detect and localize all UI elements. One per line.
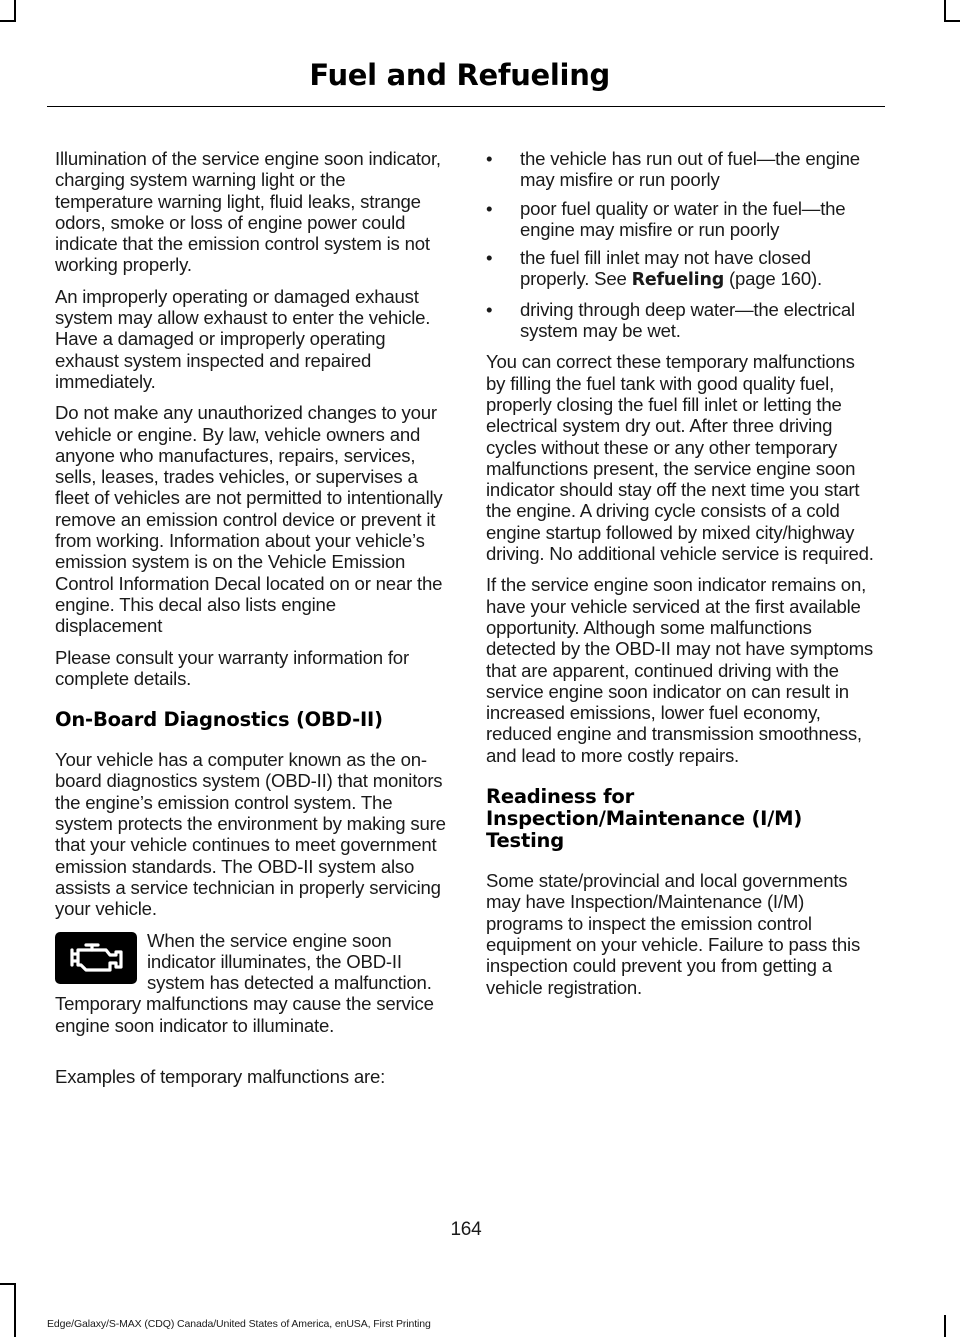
crop-mark-bottom-right-vertical	[944, 1315, 946, 1337]
paragraph-obd-indicator: When the service engine soon indicator illuminates, the OBD-II system has detected a malfunction. Temporary malfunctions may cause the service engine soon indicator to illuminate.	[55, 929, 434, 1036]
check-engine-icon	[55, 932, 137, 984]
paragraph-warranty: Please consult your warranty information for complete details.	[55, 646, 409, 689]
paragraph-exhaust-system: An improperly operating or damaged exhaust system may allow exhaust to enter the vehicle. Have a damaged or improperly operating exhaust system inspected and repaired immediately.	[55, 285, 431, 392]
list-item-text: the fuel fill inlet may not have closed properly. See	[520, 247, 811, 290]
header-divider	[47, 106, 885, 107]
right-column	[486, 148, 878, 1008]
crop-mark-top-right-horizontal	[944, 20, 960, 22]
heading-obd: On-Board Diagnostics (OBD-II)	[55, 708, 383, 732]
paragraph-emission-warning: Illumination of the service engine soon indicator, charging system warning light or the temperature warning light, fluid leaks, strange odors, smoke or loss of engine power could indicate that the emission control system is not working properly.	[55, 148, 441, 276]
list-item: • the vehicle has run out of fuel—the engine may misfire or run poorly	[486, 148, 878, 191]
crop-mark-bottom-left-vertical	[14, 1283, 16, 1337]
heading-im-testing: Readiness for Inspection/Maintenance (I/M) Testing	[486, 785, 803, 853]
list-item: • driving through deep water—the electrical system may be wet.	[486, 299, 878, 342]
page-number: 164	[450, 1219, 482, 1240]
crop-mark-top-left-horizontal	[0, 20, 16, 22]
list-item: • poor fuel quality or water in the fuel—the engine may misfire or run poorly	[486, 198, 878, 241]
paragraph-unauthorized-changes: Do not make any unauthorized changes to your vehicle or engine. By law, vehicle owners and anyone who manufactures, repairs, services, sells, leases, trades vehicles, or supervises a fleet of vehicles are not permitted to intentionally remove an emission control device or prevent it from working. Information about your vehicle’s emission system is on the Vehicle Emission Control Information Decal located on or near the engine. This decal also lists engine displacement	[55, 402, 443, 637]
paragraph-correct-malfunctions: You can correct these temporary malfunctions by filling the fuel tank with good quality fuel, properly closing the fuel fill inlet or letting the electrical system dry out. After three driving cycles without these or any other temporary malfunctions present, the service engine soon indicator should stay off the next time you start the engine. A driving cycle consists of a cold engine startup followed by mixed city/highway driving. No additional vehicle service is required.	[486, 351, 874, 565]
left-column	[55, 148, 447, 1097]
paragraph-indicator-remains-on: If the service engine soon indicator remains on, have your vehicle serviced at the first available opportunity. Although some malfunctions detected by the OBD-II may not have symptoms that are apparent, continued driving with the service engine soon indicator on can result in increased emissions, lower fuel economy, reduced engine and transmission smoothness, and lead to more costly repairs.	[486, 574, 874, 766]
footer-edition-text: Edge/Galaxy/S-MAX (CDQ) Canada/United States of America, enUSA, First Printing	[47, 1318, 431, 1330]
crop-mark-top-left-vertical	[14, 0, 16, 22]
refueling-link[interactable]: Refueling	[631, 270, 725, 291]
paragraph-examples-intro: Examples of temporary malfunctions are:	[55, 1065, 386, 1087]
obd-indicator-block	[55, 930, 447, 1046]
crop-mark-top-right-vertical	[944, 0, 946, 22]
page-title: Fuel and Refueling	[309, 58, 610, 92]
paragraph-im-programs: Some state/provincial and local governments may have Inspection/Maintenance (I/M) programs to inspect the emission control equipment on your vehicle. Failure to pass this inspection could prevent you from getting a vehicle registration.	[486, 870, 861, 998]
crop-mark-bottom-left-horizontal	[0, 1283, 16, 1285]
list-item	[486, 247, 878, 292]
temporary-malfunctions-list	[486, 148, 878, 341]
page-reference: (page 160).	[724, 268, 822, 290]
paragraph-obd-overview: Your vehicle has a computer known as the on-board diagnostics system (OBD-II) that monitors the engine’s emission control system. The system protects the environment by making sure that your vehicle continues to meet government emission standards. The OBD-II system also assists a service technician in properly servicing your vehicle.	[55, 749, 446, 920]
